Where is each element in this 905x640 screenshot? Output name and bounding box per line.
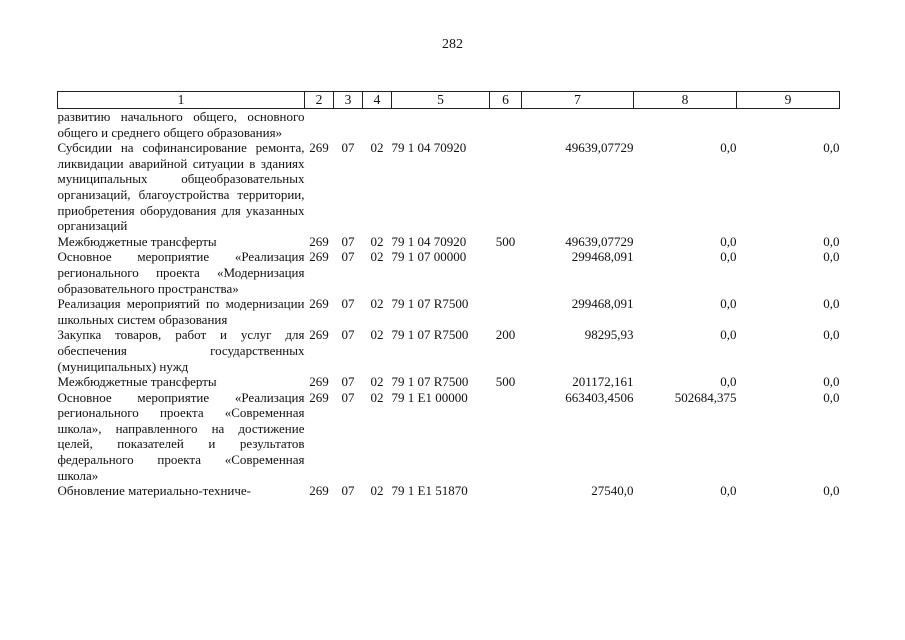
column-header: 1	[58, 92, 305, 109]
row-name: Основное мероприятие «Реализация регионального проекта «Современная школа», направленного на достижение целей, показателей и результатов федерального проекта «Современная школа»	[57, 389, 305, 483]
cell-amount-1: 663403,4506	[565, 389, 634, 405]
cell-target-article: 79 1 07 R7500	[391, 374, 469, 390]
column-header: 7	[522, 92, 634, 109]
cell-target-article: 79 1 07 R7500	[391, 327, 469, 343]
cell-amount-1: 299468,091	[571, 249, 634, 265]
cell-amount-1: 27540,0	[591, 483, 634, 499]
cell-amount-1: 98295,93	[584, 327, 634, 343]
column-header: 6	[490, 92, 522, 109]
cell-code: 269	[309, 483, 329, 499]
cell-section: 07	[341, 374, 355, 390]
cell-amount-3: 0,0	[823, 233, 840, 249]
cell-subsection: 02	[370, 327, 384, 343]
cell-amount-3: 0,0	[823, 389, 840, 405]
cell-code: 269	[309, 140, 329, 156]
cell-code: 269	[309, 389, 329, 405]
row-name: Межбюджетные трансферты	[57, 374, 217, 390]
cell-section: 07	[341, 140, 355, 156]
cell-amount-3	[737, 109, 840, 141]
column-header: 3	[334, 92, 363, 109]
row-name: Основное мероприятие «Реализация регионального проекта «Модернизация образовательного пространства»	[57, 249, 305, 296]
cell-target-article: 79 1 E1 00000	[391, 389, 468, 405]
table-row	[58, 249, 840, 296]
cell-code	[305, 109, 334, 141]
cell-amount-3: 0,0	[823, 140, 840, 156]
cell-code: 269	[309, 296, 329, 312]
cell-subsection: 02	[370, 249, 384, 265]
cell-code: 269	[309, 233, 329, 249]
cell-amount-1: 49639,07729	[565, 140, 634, 156]
cell-amount-2: 502684,375	[674, 389, 737, 405]
row-name: развитию начального общего, основного общего и среднего общего образования»	[57, 109, 305, 140]
cell-subsection: 02	[370, 389, 384, 405]
cell-amount-3: 0,0	[823, 296, 840, 312]
table-row	[58, 483, 840, 499]
cell-subsection: 02	[370, 374, 384, 390]
cell-amount-2: 0,0	[720, 249, 737, 265]
cell-section: 07	[341, 296, 355, 312]
budget-table	[57, 91, 840, 499]
cell-amount-3: 0,0	[823, 327, 840, 343]
cell-amount-2: 0,0	[720, 374, 737, 390]
column-header: 5	[392, 92, 490, 109]
cell-amount-2: 0,0	[720, 483, 737, 499]
cell-expense-type	[490, 109, 522, 141]
cell-code: 269	[309, 374, 329, 390]
cell-amount-2: 0,0	[720, 296, 737, 312]
table-row	[58, 140, 840, 234]
cell-subsection: 02	[370, 296, 384, 312]
cell-code: 269	[309, 327, 329, 343]
cell-code: 269	[309, 249, 329, 265]
header-row	[58, 92, 840, 109]
cell-amount-3: 0,0	[823, 374, 840, 390]
cell-section: 07	[341, 389, 355, 405]
row-name: Закупка товаров, работ и услуг для обеспечения государственных (муниципальных) нужд	[57, 327, 305, 374]
row-name: Обновление материально-техниче-	[57, 483, 252, 499]
cell-target-article: 79 1 07 R7500	[391, 296, 469, 312]
column-header: 9	[737, 92, 840, 109]
cell-subsection: 02	[370, 140, 384, 156]
cell-amount-1: 201172,161	[572, 374, 634, 390]
cell-amount-3: 0,0	[823, 483, 840, 499]
cell-expense-type: 500	[495, 233, 516, 249]
cell-amount-3: 0,0	[823, 249, 840, 265]
cell-section	[334, 109, 363, 141]
row-name: Реализация мероприятий по модернизации школьных систем образования	[57, 296, 305, 327]
cell-amount-2: 0,0	[720, 327, 737, 343]
cell-section: 07	[341, 327, 355, 343]
cell-subsection	[363, 109, 392, 141]
cell-expense-type	[490, 296, 522, 327]
column-header: 4	[363, 92, 392, 109]
cell-amount-1: 49639,07729	[565, 233, 634, 249]
cell-section: 07	[341, 249, 355, 265]
cell-expense-type	[490, 483, 522, 499]
column-header: 2	[305, 92, 334, 109]
table-row	[58, 374, 840, 390]
cell-section: 07	[341, 233, 355, 249]
table-row	[58, 296, 840, 327]
table-row	[58, 234, 840, 250]
cell-expense-type: 200	[495, 327, 516, 343]
column-header: 8	[634, 92, 737, 109]
row-name: Субсидии на софинансирование ремонта, ликвидации аварийной ситуации в зданиях муниципальных общеобразовательных организаций, благоустройства территории, приобретения оборудования для указанных организаций	[57, 140, 305, 234]
cell-expense-type: 500	[495, 374, 516, 390]
cell-amount-1	[522, 109, 634, 141]
cell-section: 07	[341, 483, 355, 499]
cell-amount-2: 0,0	[720, 140, 737, 156]
cell-target-article: 79 1 E1 51870	[391, 483, 468, 499]
page-number: 282	[442, 37, 463, 52]
cell-expense-type	[490, 249, 522, 296]
cell-subsection: 02	[370, 233, 384, 249]
cell-subsection: 02	[370, 483, 384, 499]
cell-amount-1: 299468,091	[571, 296, 634, 312]
table-row	[58, 109, 840, 141]
cell-target-article: 79 1 07 00000	[391, 249, 467, 265]
cell-expense-type	[490, 390, 522, 484]
cell-amount-2	[634, 109, 737, 141]
table-row	[58, 390, 840, 484]
cell-target-article: 79 1 04 70920	[391, 140, 467, 156]
table-row	[58, 327, 840, 374]
row-name: Межбюджетные трансферты	[57, 233, 217, 249]
cell-expense-type	[490, 140, 522, 234]
cell-target-article	[392, 109, 490, 141]
cell-target-article: 79 1 04 70920	[391, 233, 467, 249]
cell-amount-2: 0,0	[720, 233, 737, 249]
